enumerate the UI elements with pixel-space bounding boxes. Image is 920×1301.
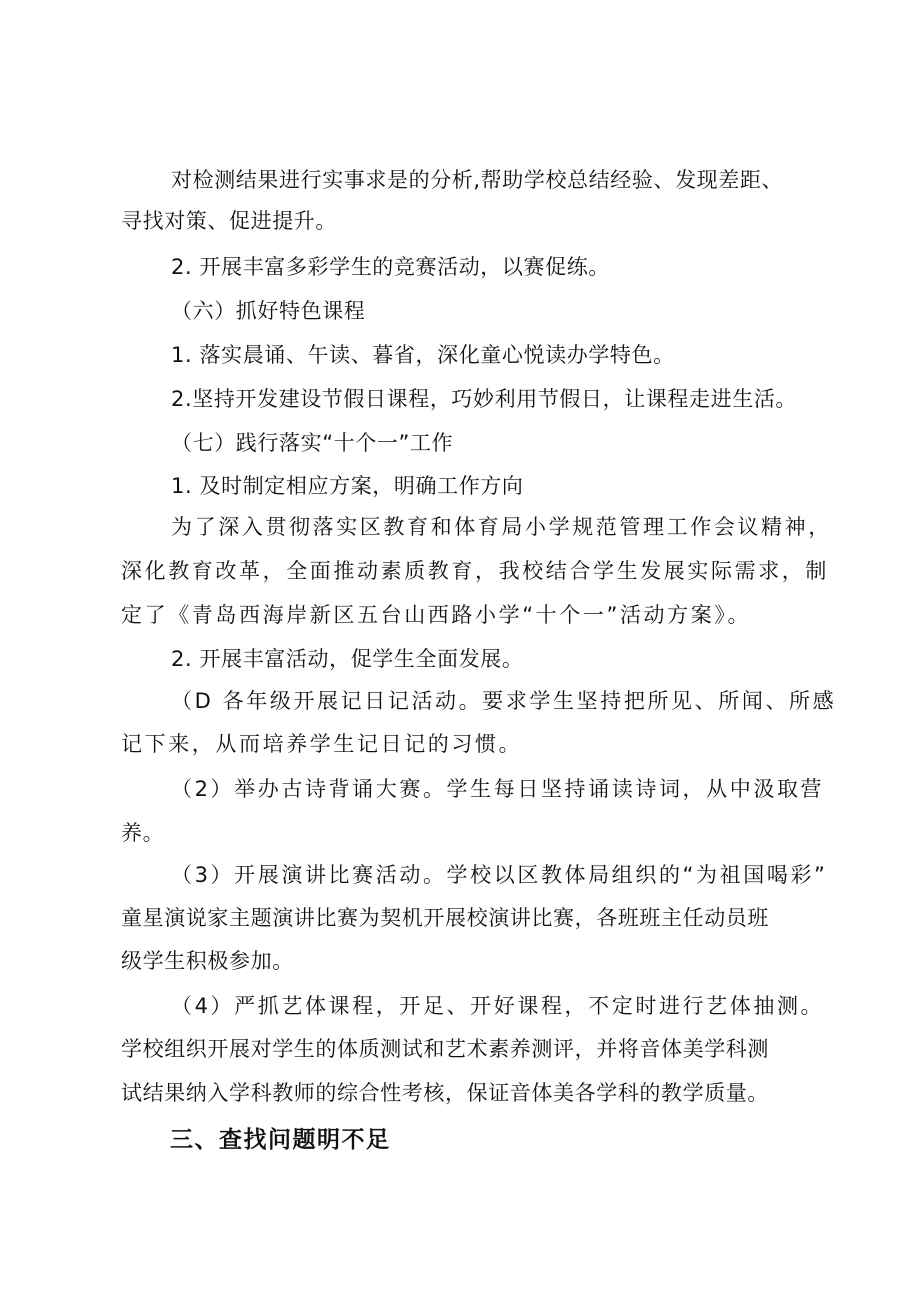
paragraph-line: 定了《青岛西海岸新区五台山西路小学“十个一”活动方案》。 (121, 603, 752, 627)
list-item: 2. 开展丰富活动，促学生全面发展。 (171, 647, 524, 671)
subsection-heading: （六）抓好特色课程 (171, 299, 366, 323)
paragraph-line: 童星演说家主题演讲比赛为契机开展校演讲比赛，各班班主任动员班 (121, 906, 769, 930)
paragraph-line: 为了深入贯彻落实区教育和体育局小学规范管理工作会议精神， (171, 515, 832, 539)
paragraph-line: 深化教育改革，全面推动素质教育，我校结合学生发展实际需求，制 (121, 559, 829, 583)
paragraph-line: 学校组织开展对学生的体质测试和艺术素养测评，并将音体美学科测 (121, 1037, 769, 1061)
list-item: 2.坚持开发建设节假日课程，巧妙利用节假日，让课程走进生活。 (171, 387, 798, 411)
paragraph-line: 级学生积极参加。 (121, 949, 294, 973)
paragraph-line: 试结果纳入学科教师的综合性考核，保证音体美各学科的教学质量。 (121, 1081, 769, 1105)
paragraph-line: 对检测结果进行实事求是的分析,帮助学校总结经验、发现差距、 (171, 168, 784, 192)
paragraph-line: （4）严抓艺体课程，开足、开好课程，不定时进行艺体抽测。 (171, 994, 825, 1018)
paragraph-line: 记下来，从而培养学生记日记的习惯。 (121, 732, 523, 756)
paragraph-line: （D 各年级开展记日记活动。要求学生坚持把所见、所闻、所感 (171, 689, 837, 713)
paragraph-line: 养。 (121, 821, 165, 845)
list-item: 1. 落实晨诵、午读、暮省，深化童心悦读办学特色。 (171, 343, 675, 367)
subsection-heading: （七）践行落实“十个一”工作 (171, 431, 454, 455)
section-heading: 三、查找问题明不足 (170, 1127, 391, 1153)
paragraph-line: （2）举办古诗背诵大赛。学生每日坚持诵读诗词，从中汲取营 (171, 777, 825, 801)
paragraph-line: 寻找对策、促进提升。 (121, 209, 337, 233)
list-item: 2. 开展丰富多彩学生的竞赛活动，以赛促练。 (171, 255, 610, 279)
list-item: 1. 及时制定相应方案，明确工作方向 (171, 474, 524, 498)
paragraph-line: （3）开展演讲比赛活动。学校以区教体局组织的“为祖国喝彩” (171, 863, 828, 887)
